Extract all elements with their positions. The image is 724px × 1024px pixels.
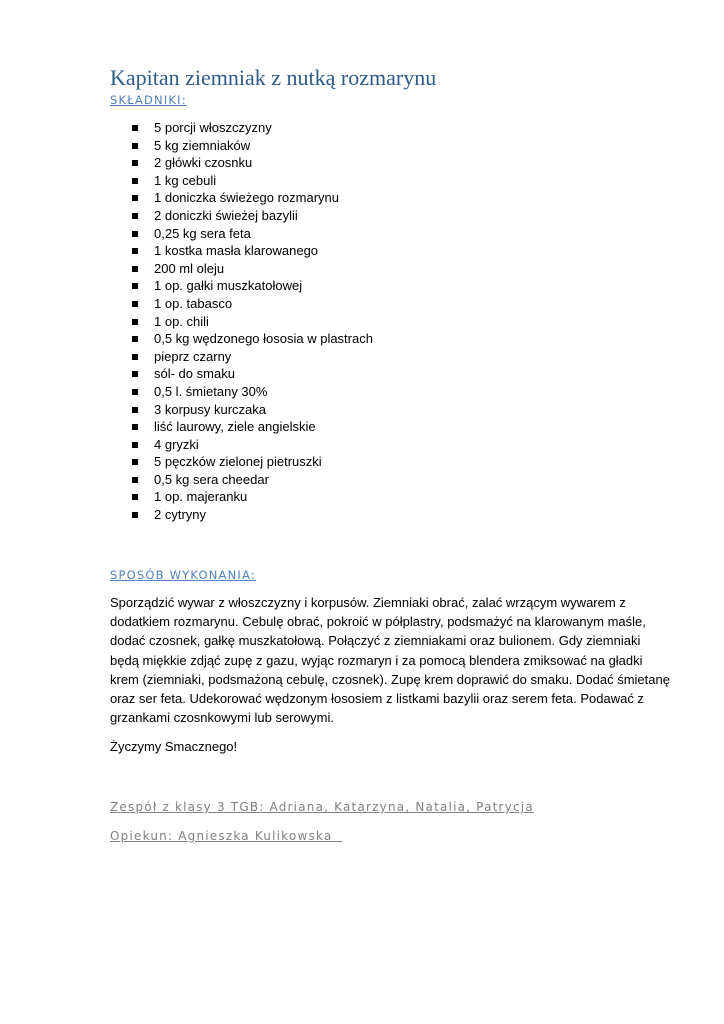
- recipe-title: Kapitan ziemniak z nutką rozmarynu: [110, 65, 437, 90]
- ingredient-label: 1 kg cebuli: [154, 172, 217, 188]
- square-bullet-icon: [132, 160, 138, 166]
- square-bullet-icon: [132, 477, 138, 483]
- ingredient-label: 0,5 kg sera cheedar: [154, 471, 269, 487]
- square-bullet-icon: [132, 248, 138, 254]
- ingredient-label: sól- do smaku: [154, 366, 235, 382]
- ingredient-label: 1 op. tabasco: [154, 295, 233, 311]
- ingredient-item: [0, 260, 373, 278]
- square-bullet-icon: [132, 178, 138, 184]
- ingredient-item: [0, 242, 373, 260]
- ingredient-item: [0, 436, 373, 454]
- square-bullet-icon: [132, 407, 138, 413]
- ingredient-label: 2 cytryny: [154, 507, 207, 523]
- square-bullet-icon: [132, 266, 138, 272]
- square-bullet-icon: [132, 319, 138, 325]
- ingredient-item: [0, 471, 373, 489]
- square-bullet-icon: [132, 389, 138, 395]
- ingredient-label: 5 porcji włoszczyzny: [154, 120, 272, 135]
- ingredient-item: [0, 401, 373, 419]
- square-bullet-icon: [132, 283, 138, 289]
- ingredient-item: [0, 488, 373, 506]
- ingredient-item: [0, 137, 373, 155]
- square-bullet-icon: [132, 213, 138, 219]
- ingredient-item: [0, 189, 373, 207]
- ingredient-item: [0, 207, 373, 225]
- ingredient-item: [0, 119, 373, 137]
- closing-text: Życzymy Smacznego!: [110, 739, 238, 754]
- method-paragraph: Sporządzić wywar z włoszczyzny i korpusów. Ziemniaki obrać, zalać wrzącym wywarem z dodatkiem rozmarynu. Cebulę obrać, pokroić w półplastry, podsmażyć na klarowanym maśle, dodać czosnek, gałkę muszkatołową. Połączyć z ziemniakami oraz bulionem. Gdy ziemniaki będą miękkie zdjąć zupę z gazu, wyjąc rozmaryn i za pomocą blendera zmiksować na gładki krem (ziemniaki, podsmażoną cebulę, czosnek). Zupę krem doprawić do smaku. Dodać śmietanę oraz ser feta. Udekorować wędzonym łososiem z listkami bazylii oraz serem feta. Podawać z grzankami czosnkowymi lub serowymi.: [110, 595, 670, 726]
- ingredient-label: 200 ml oleju: [154, 260, 225, 276]
- square-bullet-icon: [132, 512, 138, 518]
- square-bullet-icon: [132, 231, 138, 237]
- ingredient-item: [0, 348, 373, 366]
- ingredient-item: [0, 506, 373, 524]
- square-bullet-icon: [132, 494, 138, 500]
- square-bullet-icon: [132, 143, 138, 149]
- ingredient-item: [0, 418, 373, 436]
- ingredient-label: 1 doniczka świeżego rozmarynu: [154, 190, 339, 206]
- ingredient-label: 1 op. majeranku: [154, 489, 248, 505]
- ingredient-item: [0, 154, 373, 172]
- ingredient-item: [0, 365, 373, 383]
- ingredient-item: [0, 225, 373, 243]
- ingredient-item: [0, 295, 373, 313]
- square-bullet-icon: [132, 354, 138, 360]
- ingredient-item: [0, 172, 373, 190]
- square-bullet-icon: [132, 195, 138, 201]
- ingredient-label: 0,5 kg wędzonego łososia w plastrach: [154, 331, 373, 347]
- square-bullet-icon: [132, 424, 138, 430]
- square-bullet-icon: [132, 336, 138, 342]
- ingredient-label: 1 op. gałki muszkatołowej: [154, 278, 303, 294]
- ingredient-item: [0, 313, 373, 331]
- square-bullet-icon: [132, 371, 138, 377]
- ingredient-item: [0, 453, 373, 471]
- supervisor-credit: Opiekun: Agnieszka Kulikowska: [110, 829, 343, 843]
- square-bullet-icon: [132, 459, 138, 465]
- ingredient-label: 4 gryzki: [154, 436, 199, 452]
- ingredient-label: 1 kostka masła klarowanego: [154, 243, 319, 259]
- ingredient-label: 0,25 kg sera feta: [154, 225, 251, 241]
- ingredient-label: 5 kg ziemniaków: [154, 137, 251, 153]
- ingredients-heading: SKŁADNIKI:: [110, 93, 187, 107]
- ingredient-item: [0, 277, 373, 295]
- square-bullet-icon: [132, 301, 138, 307]
- ingredient-item: [0, 330, 373, 348]
- ingredient-label: 2 doniczki świeżej bazylii: [154, 207, 298, 223]
- ingredient-label: 0,5 l. śmietany 30%: [154, 383, 268, 399]
- square-bullet-icon: [132, 125, 138, 131]
- ingredient-label: 2 główki czosnku: [154, 155, 253, 171]
- ingredient-label: 1 op. chili: [154, 313, 209, 329]
- ingredient-label: liść laurowy, ziele angielskie: [154, 419, 316, 435]
- method-heading: SPOSÓB WYKONANIA:: [110, 568, 256, 582]
- team-credit: Zespół z klasy 3 TGB: Adriana, Katarzyna, Natalia, Patrycja: [110, 800, 534, 814]
- ingredient-label: 3 korpusy kurczaka: [154, 401, 266, 417]
- ingredient-label: 5 pęczków zielonej pietruszki: [154, 454, 322, 470]
- ingredients-list: [0, 119, 373, 524]
- square-bullet-icon: [132, 442, 138, 448]
- ingredient-item: [0, 383, 373, 401]
- ingredient-label: pieprz czarny: [154, 348, 232, 364]
